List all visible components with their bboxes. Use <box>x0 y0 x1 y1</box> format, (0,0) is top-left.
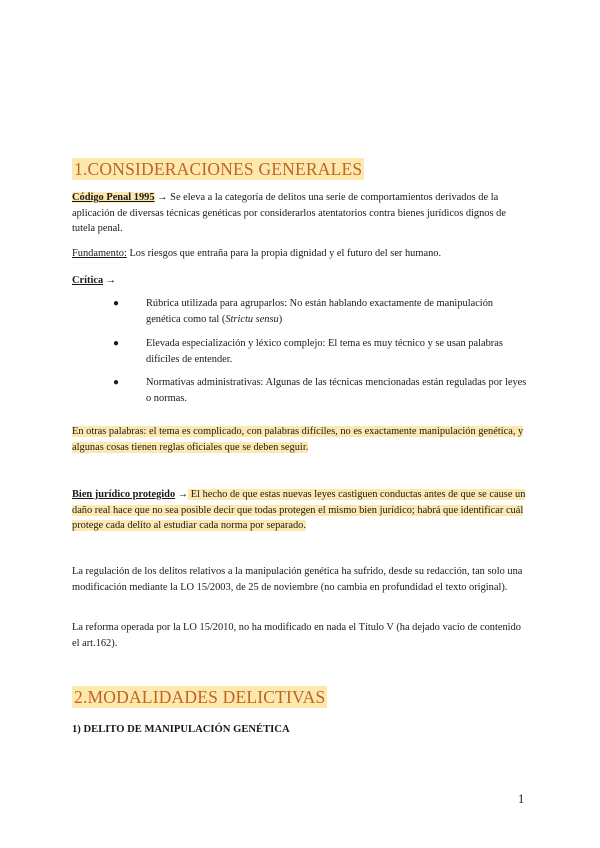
bullet-text: Elevada especialización y léxico complejo: El tema es muy técnico y se usan palabras difíciles de entender. <box>146 338 503 365</box>
page-number: 1 <box>518 792 525 806</box>
paragraph-regulacion <box>72 564 528 595</box>
list-item <box>146 375 528 406</box>
list-item <box>146 336 528 367</box>
codigo-penal-text: Se eleva a la categoría de delitos una serie de comportamientos derivados de la aplicación de diversas técnicas genéticas por considerarlos atentatorios contra bienes jurídicos dignos de tutela penal. <box>72 192 506 234</box>
critica-label: Crítica <box>72 275 104 286</box>
subsection-heading: 1) DELITO DE MANIPULACIÓN GENÉTICA <box>72 724 290 735</box>
reforma-text: La reforma operada por la LO 15/2010, no ha modificado en nada el Título V (ha dejado vacío de contenido el art.162). <box>72 622 521 649</box>
bullet-text: Rúbrica utilizada para agruparlos: No están hablando exactamente de manipulación genética como tal ( <box>146 298 494 325</box>
bullet-italic: Strictu sensu <box>225 313 279 325</box>
bullet-icon: ● <box>113 298 120 309</box>
arrow-icon: → <box>103 275 117 286</box>
fundamento-label: Fundamento: <box>72 248 127 259</box>
paragraph-codigo-penal <box>72 190 528 237</box>
bullet-icon: ● <box>113 377 120 388</box>
bullet-icon: ● <box>113 338 120 349</box>
bullet-end: ) <box>278 313 283 325</box>
paragraph-critica <box>72 273 528 289</box>
regulacion-text: La regulación de los delitos relativos a la manipulación genética ha sufrido, desde su redacción, tan solo una modificación mediante la LO 15/2003, de 25 de noviembre (no cambia en profundidad el texto original). <box>72 566 523 593</box>
paragraph-fundamento <box>72 246 528 262</box>
paragraph-en-otras-palabras <box>72 424 528 455</box>
bullet-text: Normativas administrativas: Algunas de las técnicas mencionadas están reguladas por leyes o normas. <box>146 377 527 404</box>
paragraph-bien-juridico <box>72 487 528 534</box>
codigo-penal-label: Código Penal 1995 <box>72 192 155 203</box>
list-item <box>146 296 528 327</box>
section-heading-2: 2.MODALIDADES DELICTIVAS <box>74 687 326 707</box>
arrow-icon: → <box>175 489 189 500</box>
bien-juridico-text: El hecho de que estas nuevas leyes castiguen conductas antes de que se cause un daño real hace que no sea posible decir que todas protegen el mismo bien jurídico; habrá que identificar cuál protege cada delito al estudiar cada norma por separado. <box>72 489 526 531</box>
bien-juridico-label: Bien jurídico protegido <box>72 489 176 500</box>
en-otras-palabras-text: En otras palabras: el tema es complicado, con palabras difíciles, no es exactamente manipulación genética, y algunas cosas tienen reglas oficiales que se deben seguir. <box>72 426 524 453</box>
paragraph-reforma <box>72 620 528 651</box>
section-heading-1: 1.CONSIDERACIONES GENERALES <box>74 159 363 179</box>
arrow-icon: → <box>157 192 168 203</box>
fundamento-text: Los riesgos que entraña para la propia dignidad y el futuro del ser humano. <box>126 248 442 259</box>
